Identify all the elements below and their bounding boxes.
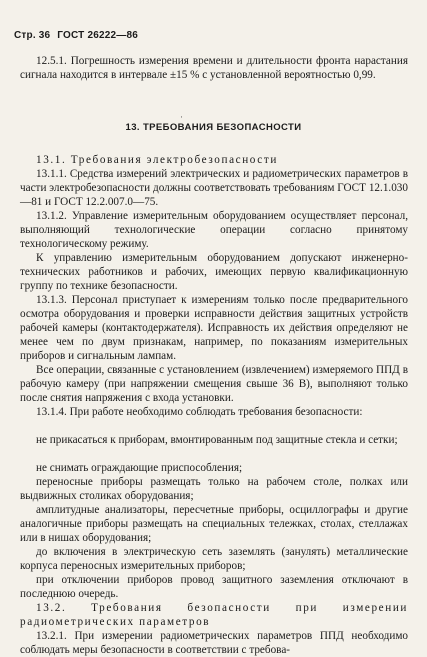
list-item: не снимать ограждающие приспособления; [36,462,243,474]
paragraph-13-2: 13.2. Требования безопасности при измерении радиометрических параметров [20,602,408,628]
paragraph-13-1: 13.1. Требования электробезопасности [36,154,278,166]
page-header [14,30,142,41]
paragraph-13-2-1: 13.2.1. При измерении радиометрических параметров ППД необходимо соблюдать меры безопасности в соответствии с требова- [20,630,408,656]
paragraph-13-1-3b: Все операции, связанные с установлением (извлечением) измеряемого ППД в рабочую камеру (при напряжении смещения свыше 36 В), выполняют только после снятия напряжения с входа установки. [20,364,408,404]
section-title: 13. ТРЕБОВАНИЯ БЕЗОПАСНОСТИ [125,122,302,133]
paragraph-13-1-1: 13.1.1. Средства измерений электрических и радиометрических параметров в части электробезопасности должны соответствовать требованиям ГОСТ 12.1.030—81 и ГОСТ 12.2.007.0—75. [20,168,408,208]
list-item: переносные приборы размещать только на рабочем столе, полках или выдвижных столиках оборудования; [20,476,408,502]
paragraph-13-1-3: 13.1.3. Персонал приступает к измерениям только после предварительного осмотра оборудования и проверки исправности действия защитных устройств рабочей камеры (контактодержателя). Исправность их действия определяют не менее чем по двум признакам, например, по показаниям измерительных приборов и сигнальным лампам. [20,294,408,362]
paragraph-13-1-2: 13.1.2. Управление измерительным оборудованием осуществляет персонал, выполняющий технологические операции согласно принятому технологическому режиму. [20,210,408,250]
list-item: при отключении приборов провод защитного заземления отключают в последнюю очередь. [20,574,408,600]
paragraph-13-1-4: 13.1.4. При работе необходимо соблюдать требования безопасности: [36,406,363,418]
paragraph-12-5-1: 12.5.1. Погрешность измерения времени и длительности фронта нарастания сигнала находится в интервале ±15 % с установленной вероятностью 0,99. [20,55,408,81]
list-item: амплитудные анализаторы, пересчетные приборы, осциллографы и другие аналогичные приборы размещать на специальных тележках, столах, стеллажах или в нишах оборудования; [20,504,408,544]
page-mark: · [180,112,183,122]
standard-code: ГОСТ 26222—86 [57,30,139,41]
paragraph-13-1-2b: К управлению измерительным оборудованием допускают инженерно-технических работников и рабочих, имеющих первую квалификационную группу по технике безопасности. [20,252,408,292]
list-item: до включения в электрическую сеть заземлять (занулять) металлические корпуса переносных измерительных приборов; [20,546,408,572]
list-item: не прикасаться к приборам, вмонтированным под защитные стекла и сетки; [36,434,398,446]
page-number: Стр. 36 [14,30,51,41]
